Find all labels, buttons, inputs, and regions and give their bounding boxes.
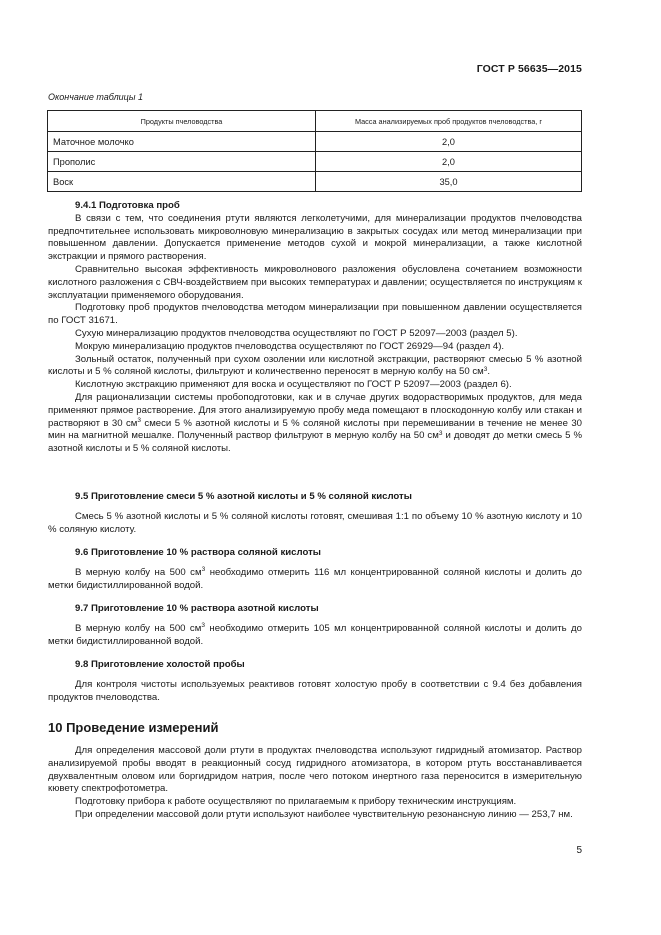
paragraph-text: Зольный остаток, полученный при сухом озолении или кислотной экстракции, растворяют смесью 5 % азотной кислоты и 5 % соляной кислоты, фильтруют и количественно переносят в мерную колбу на 50 см — [48, 353, 582, 378]
paragraph — [48, 623, 582, 649]
paragraph — [48, 567, 582, 593]
superscript: 3 — [438, 429, 443, 437]
paragraph-text: В мерную колбу на 500 см — [75, 566, 202, 578]
superscript: 3 — [137, 417, 141, 425]
section-9-8 — [48, 659, 582, 704]
column-header-mass: Масса анализируемых проб продуктов пчеловодства, г — [316, 111, 582, 132]
section-heading-10: 10 Проведение измерений — [48, 720, 219, 735]
section-heading: 9.6 Приготовление 10 % раствора соляной кислоты — [75, 547, 321, 558]
paragraph-text: Для рационализации системы пробоподготовки, как и в случае других водорастворимых продуктов, для меда применяют прямое растворение. Для этого анализируемую пробу меда помещают в плоскодонную колбу или стакан и растворяют в 30 см — [48, 391, 582, 429]
paragraph-text: смеси 5 % азотной кислоты и 5 % соляной кислоты при перемешивании в течение не менее 30 мин на магнитной мешалке. Полученный раствор фильтруют в мерную колбу на 50 см — [48, 417, 582, 442]
section-9-4-1 — [48, 200, 582, 456]
paragraph: При определении массовой доли ртути используют наиболее чувствительную резонансную линию — 253,7 нм. — [75, 808, 573, 820]
section-heading: 9.7 Приготовление 10 % раствора азотной кислоты — [75, 603, 319, 614]
mass-table — [47, 110, 582, 192]
cell-mass: 2,0 — [316, 152, 582, 172]
section-heading: 9.5 Приготовление смеси 5 % азотной кислоты и 5 % соляной кислоты — [75, 491, 412, 502]
cell-product: Воск — [48, 172, 316, 192]
paragraph-text: В мерную колбу на 500 см — [75, 622, 202, 634]
table-caption: Окончание таблицы 1 — [48, 92, 143, 102]
paragraph-text: необходимо отмерить 116 мл концентрированной соляной кислоты и долить до метки бидистиллированной водой. — [48, 566, 582, 591]
cell-mass: 2,0 — [316, 132, 582, 152]
cell-product: Прополис — [48, 152, 316, 172]
paragraph: Смесь 5 % азотной кислоты и 5 % соляной кислоты готовят, смешивая 1:1 по объему 10 % азотную кислоту и 10 % соляную кислоту. — [48, 510, 582, 535]
section-heading: 9.8 Приготовление холостой пробы — [75, 659, 245, 670]
column-header-product: Продукты пчеловодства — [48, 111, 316, 132]
paragraph: В связи с тем, что соединения ртути являются легколетучими, для минерализации продуктов пчеловодства предпочтительнее использовать микроволновую минерализацию в закрытых сосудах или метод минерализации при повышенном давлении. Допускается применение методов сухой и мокрой минерализации, а также кислотной экстракции и прямого растворения. — [48, 212, 582, 263]
section-9-5 — [48, 491, 582, 536]
paragraph: Сухую минерализацию продуктов пчеловодства осуществляют по ГОСТ Р 52097—2003 (раздел 5). — [75, 327, 518, 339]
section-9-7 — [48, 603, 582, 648]
paragraph — [48, 354, 582, 380]
paragraph: Для определения массовой доли ртути в продуктах пчеловодства используют гидридный атомизатор. Раствор анализируемой пробы вводят в реакционный сосуд гидридного атомизатора, в котором ртуть восстанавливается двухвалентным оловом или боргидридом натрия, после чего потоком инертного газа переносится в измерительную кювету спектрофотометра. — [48, 745, 582, 795]
paragraph-text: . — [487, 366, 491, 378]
paragraph: Сравнительно высокая эффективность микроволнового разложения обусловлена сочетанием возможности кислотного разложения с СВЧ-воздействием при высоких температурах и давлении; осуществляется по инструкциям к эксплуатации применяемого оборудования. — [48, 263, 582, 301]
standard-number: ГОСТ Р 56635—2015 — [476, 63, 582, 75]
paragraph: Мокрую минерализацию продуктов пчеловодства осуществляют по ГОСТ 26929—94 (раздел 4). — [75, 340, 505, 352]
section-heading: 9.4.1 Подготовка проб — [75, 200, 180, 211]
superscript: 3 — [201, 622, 205, 630]
paragraph-text: необходимо отмерить 105 мл концентрированной соляной кислоты и долить до метки бидистиллированной водой. — [48, 622, 582, 647]
table-header-row — [48, 111, 582, 132]
paragraph: Подготовку прибора к работе осуществляют по прилагаемым к прибору техническим инструкциям. — [75, 796, 517, 808]
paragraph: Подготовку проб продуктов пчеловодства методом минерализации при повышенном давлении осуществляется по ГОСТ 31671. — [48, 302, 582, 327]
table-row — [48, 152, 582, 172]
cell-product: Маточное молочко — [48, 132, 316, 152]
paragraph: Для контроля чистоты используемых реактивов готовят холостую пробу в соответствии с 9.4 без добавления продуктов пчеловодства. — [48, 678, 582, 703]
page-number: 5 — [576, 845, 582, 856]
section-10 — [48, 745, 582, 822]
paragraph: Кислотную экстракцию применяют для воска и осуществляют по ГОСТ Р 52097—2003 (раздел 6). — [75, 379, 512, 391]
section-9-6 — [48, 547, 582, 592]
table-row — [48, 172, 582, 192]
superscript: 3 — [201, 566, 206, 574]
superscript: 3 — [483, 365, 488, 373]
table-row — [48, 132, 582, 152]
paragraph — [48, 392, 582, 456]
paragraph-text: и доводят до метки смесь 5 % азотной кислоты и 5 % соляной кислоты. — [48, 430, 582, 455]
cell-mass: 35,0 — [316, 172, 582, 192]
